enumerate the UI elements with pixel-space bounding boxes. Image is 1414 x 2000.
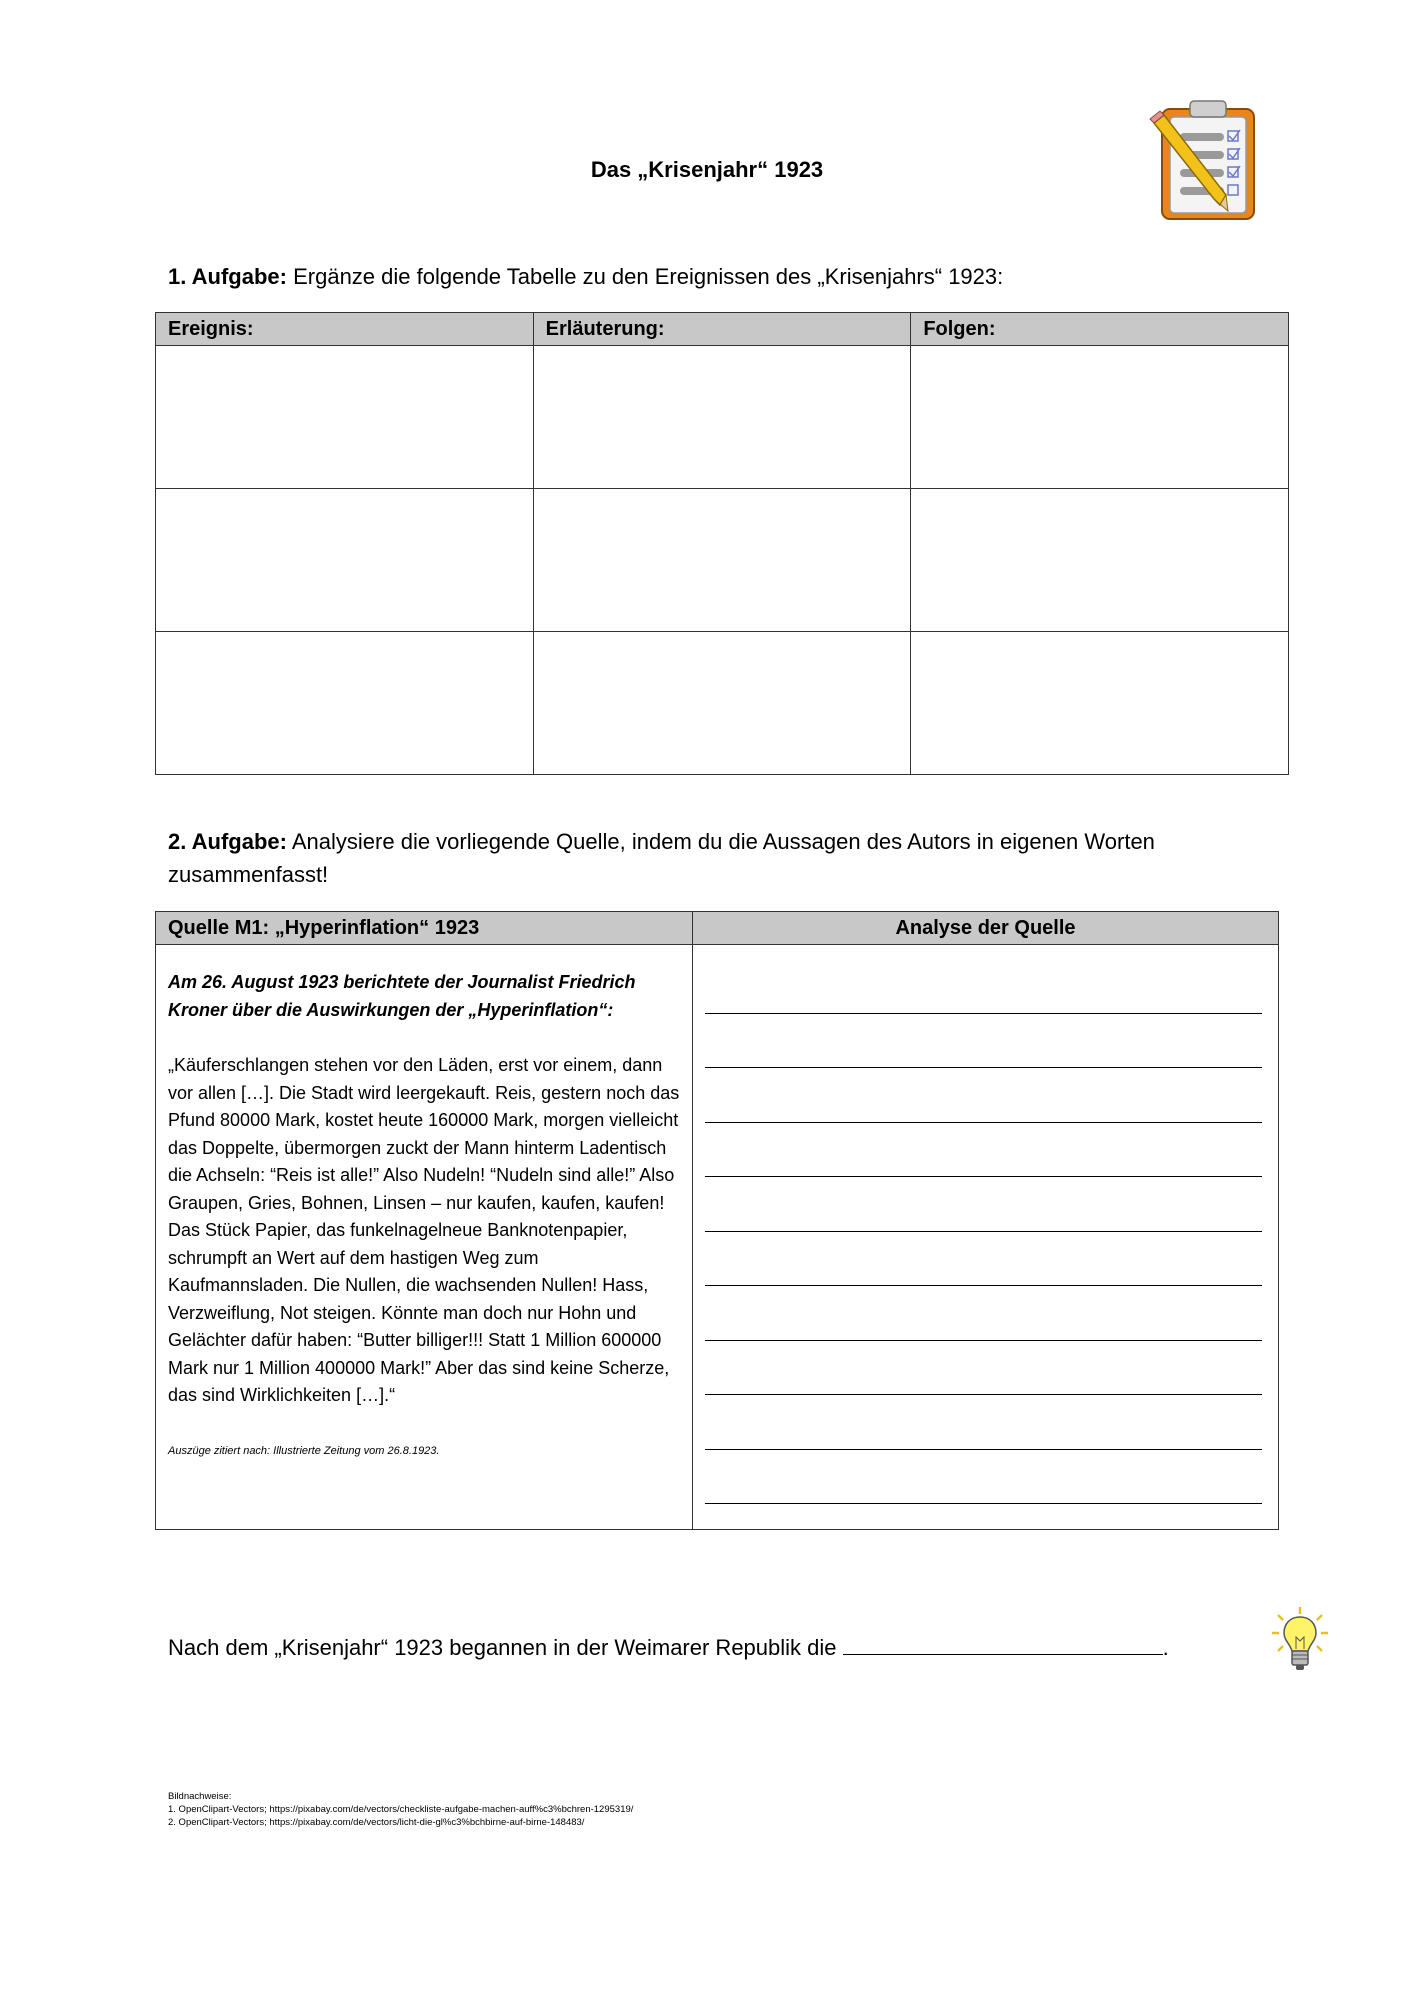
table-row — [156, 489, 1289, 632]
lightbulb-icon — [1270, 1605, 1330, 1675]
explanation-cell[interactable] — [533, 489, 911, 632]
explanation-cell[interactable] — [533, 632, 911, 775]
task2-label: 2. Aufgabe: — [168, 829, 287, 854]
source-table-body — [156, 945, 1279, 1530]
closing-end: . — [1162, 1635, 1169, 1660]
task2-instruction — [168, 825, 1258, 891]
events-table-header — [156, 313, 1289, 346]
task1-label: 1. Aufgabe: — [168, 264, 287, 289]
closing-sentence — [168, 1632, 1169, 1661]
task1-text: Ergänze die folgende Tabelle zu den Ereignissen des „Krisenjahrs“ 1923: — [286, 264, 1004, 289]
source-quote: „Käuferschlangen stehen vor den Läden, erst vor einem, dann vor allen […]. Die Stadt wird leergekauft. Reis, gestern noch das Pfund 80000 Mark, kostet heute 160000 Mark, morgen vielleicht das Doppelte, übermorgen zuckt der Mann hinterm Ladentisch die Achseln: “Reis ist alle!” Also Nudeln! “Nudeln sind alle!” Also Graupen, Gries, Bohnen, Linsen – nur kaufen, kaufen, kaufen! Das Stück Papier, das funkelnagelneue Banknotenpapier, schrumpft an Wert auf dem hastigen Weg zum Kaufmannsladen. Die Nullen, die wachsenden Nullen! Hass, Verzweiflung, Not steigen. Könnte man doch nur Hohn und Gelächter dafür haben: “Butter billiger!!! Statt 1 Million 600000 Mark nur 1 Million 400000 Mark!” Aber das sind keine Scherze, das sind Wirklichkeiten […].“ — [168, 1055, 680, 1405]
answer-line[interactable] — [705, 1450, 1262, 1505]
closing-blank[interactable] — [843, 1632, 1163, 1655]
source-header: Quelle M1: „Hyperinflation“ 1923 — [156, 912, 693, 945]
table-row — [156, 346, 1289, 489]
answer-line[interactable] — [705, 1068, 1262, 1123]
credit-item: 1. OpenClipart-Vectors; https://pixabay.com/de/vectors/checkliste-aufgabe-machen-auff%c3%bchren-1295319/ — [168, 1804, 634, 1815]
consequence-cell[interactable] — [911, 346, 1289, 489]
answer-line[interactable] — [705, 1232, 1262, 1287]
events-table — [155, 312, 1289, 775]
table-row — [156, 632, 1289, 775]
answer-line[interactable] — [705, 1177, 1262, 1232]
credits-heading: Bildnachweise: — [168, 1791, 232, 1802]
event-cell[interactable] — [156, 346, 534, 489]
consequence-cell[interactable] — [911, 632, 1289, 775]
task2-text: Analysiere die vorliegende Quelle, indem du die Aussagen des Autors in eigenen Worten zusammenfasst! — [168, 829, 1155, 887]
answer-line[interactable] — [705, 1123, 1262, 1178]
event-cell[interactable] — [156, 489, 534, 632]
analysis-header: Analyse der Quelle — [693, 912, 1279, 945]
answer-line[interactable] — [705, 1286, 1262, 1341]
source-table — [155, 911, 1279, 1530]
answer-line[interactable] — [705, 1341, 1262, 1396]
header-folgen: Folgen: — [911, 313, 1289, 346]
header-erlaeuterung: Erläuterung: — [533, 313, 911, 346]
header-ereignis: Ereignis: — [156, 313, 534, 346]
explanation-cell[interactable] — [533, 346, 911, 489]
answer-line[interactable] — [705, 1014, 1262, 1069]
clipboard-checklist-icon — [1140, 95, 1270, 225]
consequence-cell[interactable] — [911, 489, 1289, 632]
source-cell — [156, 945, 693, 1530]
closing-text: Nach dem „Krisenjahr“ 1923 begannen in der Weimarer Republik die — [168, 1635, 843, 1660]
analysis-cell — [693, 945, 1279, 1530]
answer-line[interactable] — [705, 959, 1262, 1014]
source-intro: Am 26. August 1923 berichtete der Journalist Friedrich Kroner über die Auswirkungen der „Hyperinflation“: — [168, 972, 636, 1020]
source-citation: Auszüge zitiert nach: Illustrierte Zeitung vom 26.8.1923. — [168, 1444, 440, 1457]
credit-item: 2. OpenClipart-Vectors; https://pixabay.com/de/vectors/licht-die-gl%c3%bchbirne-auf-birne-148483/ — [168, 1817, 585, 1828]
image-credits — [168, 1790, 633, 1829]
source-table-header — [156, 912, 1279, 945]
answer-line[interactable] — [705, 1395, 1262, 1450]
page-title: Das „Krisenjahr“ 1923 — [590, 157, 824, 182]
event-cell[interactable] — [156, 632, 534, 775]
task1-instruction — [168, 260, 1258, 293]
